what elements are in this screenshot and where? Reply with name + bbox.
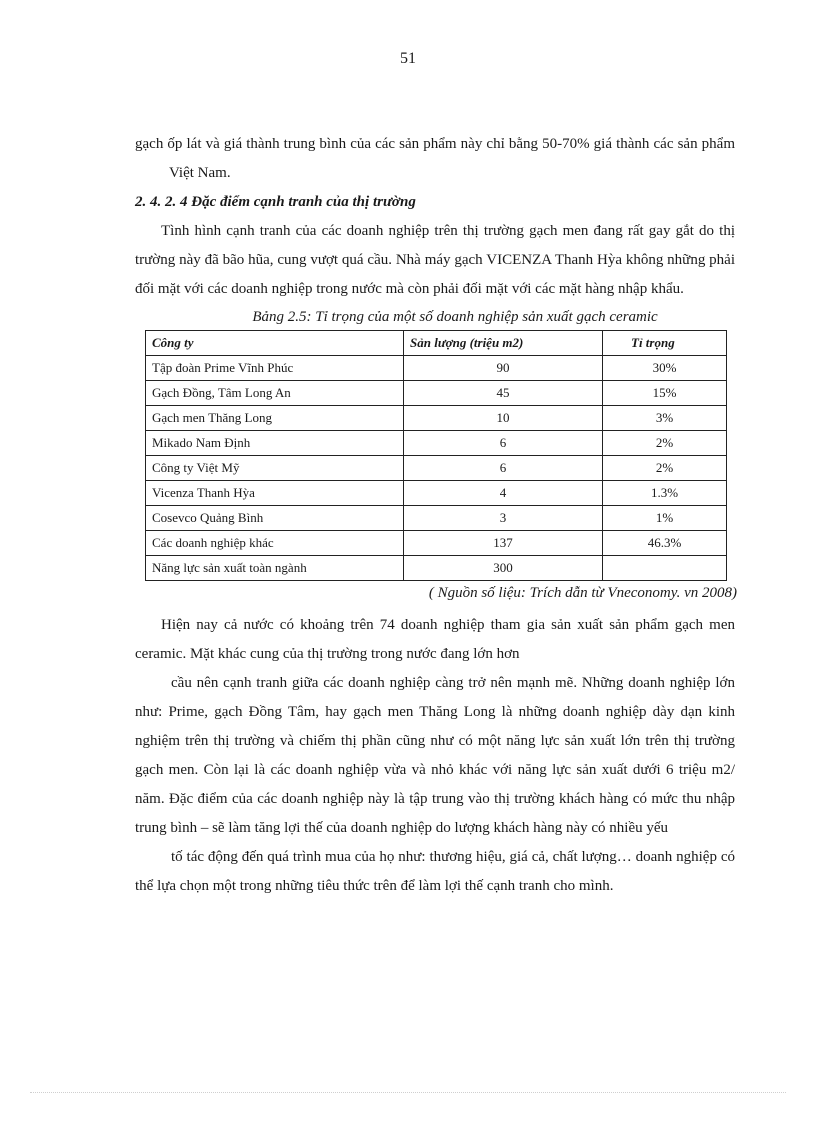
cell-share: 2% <box>603 456 727 481</box>
paragraph-market-2: cầu nên cạnh tranh giữa các doanh nghiệp càng trở nên mạnh mẽ. Những doanh nghiệp lớn như: Prime, gạch Đồng Tâm, hay gạch men Thăng Long là những doanh nghiệp dày dạn kinh nghiệm trên thị trường và chiếm thị phần cũng như có một năng lực sản xuất lớn trên thị trường gạch men. Còn lại là các doanh nghiệp vừa và nhỏ khác với năng lực sản xuất dưới 6 triệu m2/ năm. Đặc điểm của các doanh nghiệp này là tập trung vào thị trường khách hàng có mức thu nhập trung bình – sẽ làm tăng lợi thế của doanh nghiệp do lượng khách hàng này có nhiều yếu <box>135 675 735 836</box>
table-row <box>146 431 727 456</box>
table-row <box>146 481 727 506</box>
cell-share: 1% <box>603 506 727 531</box>
cell-output: 90 <box>404 356 603 381</box>
cell-company: Năng lực sản xuất toàn ngành <box>146 556 404 581</box>
header-output: Sản lượng (triệu m2) <box>404 331 603 356</box>
cell-company: Công ty Việt Mỹ <box>146 456 404 481</box>
cell-share: 30% <box>603 356 727 381</box>
cell-share: 15% <box>603 381 727 406</box>
cell-company: Cosevco Quảng Bình <box>146 506 404 531</box>
cell-share: 1.3% <box>603 481 727 506</box>
table-row <box>146 406 727 431</box>
page-body <box>135 130 735 901</box>
cell-share <box>603 556 727 581</box>
cell-company: Gạch Đồng, Tâm Long An <box>146 381 404 406</box>
cell-output: 4 <box>404 481 603 506</box>
paragraph-market-3: tố tác động đến quá trình mua của họ như: thương hiệu, giá cả, chất lượng… doanh nghiệp có thể lựa chọn một trong những tiêu thức trên để làm lợi thế cạnh tranh cho mình. <box>135 849 735 894</box>
table-row <box>146 531 727 556</box>
market-share-table <box>145 330 727 581</box>
cell-company: Các doanh nghiệp khác <box>146 531 404 556</box>
cell-output: 10 <box>404 406 603 431</box>
table-row <box>146 456 727 481</box>
page-bottom-divider <box>30 1092 786 1093</box>
cell-output: 6 <box>404 456 603 481</box>
table-row <box>146 506 727 531</box>
cell-company: Vicenza Thanh Hỳa <box>146 481 404 506</box>
paragraph-market-1: Hiện nay cả nước có khoảng trên 74 doanh nghiệp tham gia sản xuất sản phẩm gạch men ceramic. Mặt khác cung của thị trường trong nước đang lớn hơn <box>135 617 735 662</box>
table-caption: Bảng 2.5: Tỉ trọng của một số doanh nghiệp sản xuất gạch ceramic <box>252 309 658 325</box>
page-number: 51 <box>400 50 416 67</box>
paragraph-competition: Tình hình cạnh tranh của các doanh nghiệp trên thị trường gạch men đang rất gay gắt do thị trường này đã bão hũa, cung vượt quá cầu. Nhà máy gạch VICENZA Thanh Hỳa không những phải đối mặt với các doanh nghiệp trong nước mà còn phải đối mặt với các mặt hàng nhập khẩu. <box>135 223 735 297</box>
cell-share: 2% <box>603 431 727 456</box>
table-row <box>146 381 727 406</box>
table-header-row <box>146 331 727 356</box>
cell-company: Mikado Nam Định <box>146 431 404 456</box>
table-row <box>146 356 727 381</box>
header-share: Tỉ trọng <box>603 331 727 356</box>
cell-output: 45 <box>404 381 603 406</box>
table-source: ( Nguồn số liệu: Trích dẫn từ Vneconomy. vn 2008) <box>428 585 737 601</box>
cell-company: Tập đoàn Prime Vĩnh Phúc <box>146 356 404 381</box>
table-row-total <box>146 556 727 581</box>
paragraph-intro: gạch ốp lát và giá thành trung bình của các sản phẩm này chỉ bằng 50-70% giá thành các sản phẩm Việt Nam. <box>135 136 735 181</box>
cell-output: 3 <box>404 506 603 531</box>
cell-output: 137 <box>404 531 603 556</box>
section-heading: 2. 4. 2. 4 Đặc điểm cạnh tranh của thị trường <box>135 194 416 210</box>
cell-company: Gạch men Thăng Long <box>146 406 404 431</box>
cell-share: 46.3% <box>603 531 727 556</box>
cell-share: 3% <box>603 406 727 431</box>
cell-output: 6 <box>404 431 603 456</box>
cell-output: 300 <box>404 556 603 581</box>
header-company: Công ty <box>146 331 404 356</box>
